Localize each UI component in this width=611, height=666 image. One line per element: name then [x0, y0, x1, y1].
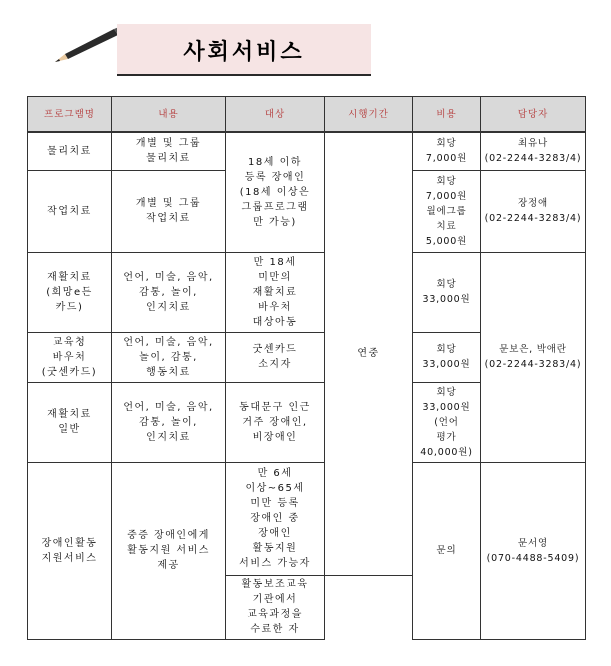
header-cost: 비용 — [413, 97, 481, 133]
target-cell: 만 6세 이상~65세 미만 등록 장애인 중 장애인 활동지원 서비스 가능자 — [226, 462, 325, 575]
header-program: 프로그램명 — [28, 97, 112, 133]
target-cell: 활동보조교육 기관에서 교육과정을 수료한 자 — [226, 575, 325, 639]
target-cell: 동대문구 인근 거주 장애인, 비장애인 — [226, 382, 325, 462]
header-period: 시행기간 — [325, 97, 413, 133]
table-row — [28, 132, 586, 170]
period-cell: 연중 — [325, 132, 413, 575]
cost-cell: 회당 7,000원 월에그룹 치료 5,000원 — [413, 170, 481, 252]
program-cell: 재활치료 (희망e든 카드) — [28, 252, 112, 332]
header-target: 대상 — [226, 97, 325, 133]
contact-cell: 문보은, 박애란 (02-2244-3283/4) — [481, 252, 586, 462]
pencil-icon — [52, 26, 122, 66]
table-header-row — [28, 97, 586, 133]
content-cell: 중증 장애인에게 활동지원 서비스 제공 — [112, 462, 226, 639]
cost-cell: 회당 7,000원 — [413, 132, 481, 170]
contact-cell: 최유나 (02-2244-3283/4) — [481, 132, 586, 170]
program-cell: 교육청 바우처 (굿센카드) — [28, 332, 112, 382]
cost-cell: 회당 33,000원 — [413, 332, 481, 382]
page-title: 사회서비스 — [183, 40, 305, 65]
content-cell: 언어, 미술, 음악, 감통, 놀이, 인지치료 — [112, 252, 226, 332]
cost-cell: 회당 33,000원 (언어 평가 40,000원) — [413, 382, 481, 462]
program-cell: 장애인활동 지원서비스 — [28, 462, 112, 639]
cost-cell: 문의 — [413, 462, 481, 639]
content-cell: 언어, 미술, 음악, 놀이, 감통, 행동치료 — [112, 332, 226, 382]
target-cell: 18세 이하 등록 장애인 (18세 이상은 그룹프로그램 만 가능) — [226, 132, 325, 252]
title-banner — [117, 24, 371, 76]
table-row — [28, 462, 586, 575]
content-cell: 개별 및 그룹 물리치료 — [112, 132, 226, 170]
table-row — [28, 252, 586, 332]
target-cell: 만 18세 미만의 재활치료 바우처 대상아동 — [226, 252, 325, 332]
service-table — [27, 96, 586, 640]
cost-cell: 회당 33,000원 — [413, 252, 481, 332]
header-contact: 담당자 — [481, 97, 586, 133]
program-cell: 작업치료 — [28, 170, 112, 252]
program-cell: 물리치료 — [28, 132, 112, 170]
content-cell: 개별 및 그룹 작업치료 — [112, 170, 226, 252]
contact-cell: 문서영 (070-4488-5409) — [481, 462, 586, 639]
header-content: 내용 — [112, 97, 226, 133]
target-cell: 굿센카드 소지자 — [226, 332, 325, 382]
content-cell: 언어, 미술, 음악, 감통, 놀이, 인지치료 — [112, 382, 226, 462]
program-cell: 재활치료 일반 — [28, 382, 112, 462]
contact-cell: 장정애 (02-2244-3283/4) — [481, 170, 586, 252]
